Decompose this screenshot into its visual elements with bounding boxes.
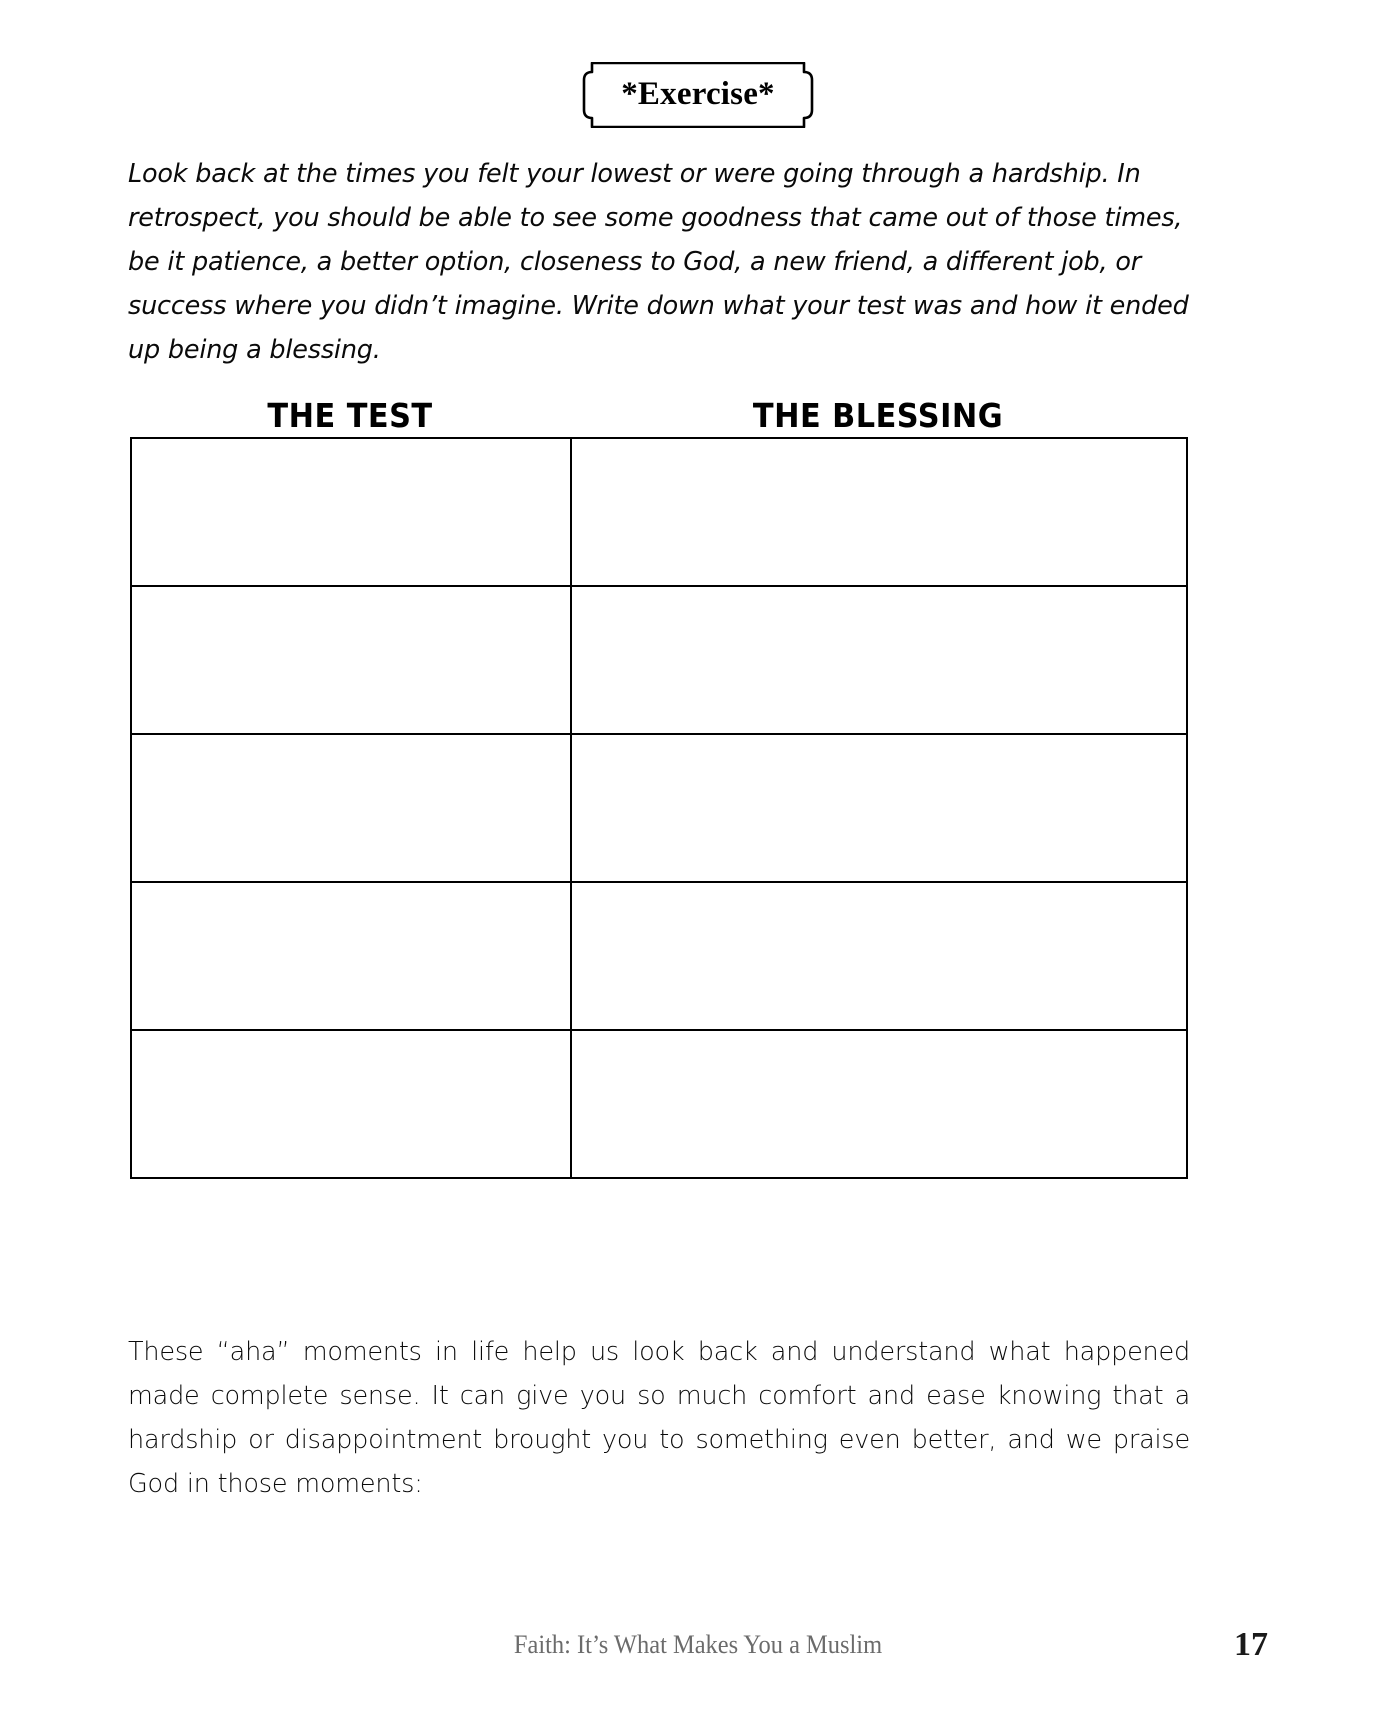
column-header-the-blessing: THE BLESSING — [752, 396, 1004, 435]
table-column-headers — [130, 395, 1186, 437]
cell-test-3[interactable] — [131, 734, 571, 882]
exercise-banner — [0, 62, 1396, 128]
table-row — [131, 734, 1187, 882]
footer-book-title: Faith: It’s What Makes You a Muslim — [513, 1630, 883, 1659]
page-footer — [0, 1626, 1396, 1670]
worksheet-rows — [131, 438, 1187, 1178]
cell-blessing-4[interactable] — [571, 882, 1187, 1030]
exercise-banner-plaque — [578, 62, 818, 128]
footer-page-number: 17 — [1234, 1626, 1268, 1663]
cell-test-2[interactable] — [131, 586, 571, 734]
table-row — [131, 1030, 1187, 1178]
closing-paragraph: These “aha” moments in life help us look back and understand what happened made complete sense. It can give you so much comfort and ease knowing that a hardship or disappointment brought you to something even better, and we praise God in those moments: — [128, 1337, 1198, 1499]
cell-blessing-1[interactable] — [571, 438, 1187, 586]
cell-test-5[interactable] — [131, 1030, 571, 1178]
cell-test-4[interactable] — [131, 882, 571, 1030]
cell-test-1[interactable] — [131, 438, 571, 586]
cell-blessing-2[interactable] — [571, 586, 1187, 734]
exercise-banner-label: *Exercise* — [621, 75, 775, 112]
test-blessing-worksheet-table — [130, 437, 1188, 1179]
column-header-the-test: THE TEST — [267, 396, 433, 435]
table-row — [131, 586, 1187, 734]
cell-blessing-3[interactable] — [571, 734, 1187, 882]
table-row — [131, 438, 1187, 586]
table-row — [131, 882, 1187, 1030]
cell-blessing-5[interactable] — [571, 1030, 1187, 1178]
intro-paragraph: Look back at the times you felt your lowest or were going through a hardship. In retrospect, you should be able to see some goodness that came out of those times, be it patience, a better option, closeness to God, a new friend, a different job, or success where you didn’t imagine. Write down what your test was and how it ended up being a blessing. — [128, 159, 1197, 365]
